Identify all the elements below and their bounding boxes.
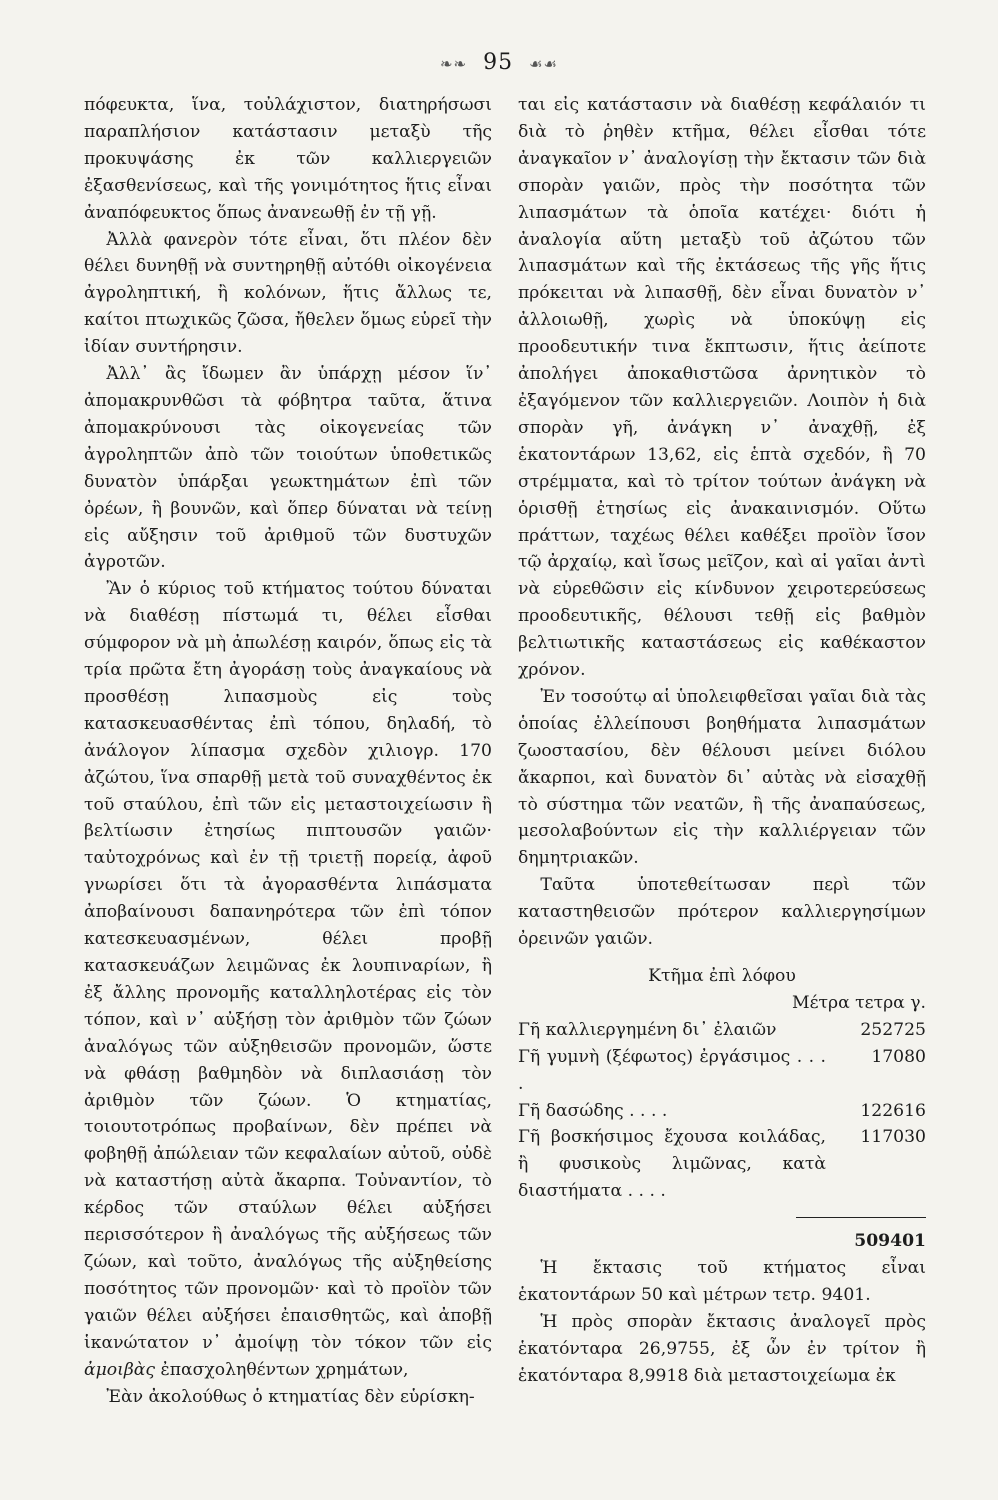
units-header: Μέτρα τετρα γ. xyxy=(791,992,926,1013)
row-value: 17080 xyxy=(871,1046,926,1067)
paragraph: Ταῦτα ὑποτεθείτωσαν περὶ τῶν καταστηθεισῶν πρότερον καλλιεργησίμων ὀρεινῶν γαιῶν. xyxy=(518,875,926,950)
row-label: Γῆ βοσκήσιμος ἔχουσα κοιλάδας, ἢ φυσικοὺς λιμῶνας, κατὰ διαστήματα . xyxy=(518,1124,826,1205)
estate-title: Κτῆμα ἐπὶ λόφου xyxy=(648,966,796,986)
paragraph xyxy=(84,576,492,1383)
page-header xyxy=(0,50,998,75)
left-ornament-icon: ❧❧ xyxy=(439,55,468,73)
paragraph-text: Ἂν ὁ κύριος τοῦ κτήματος τούτου δύναται νὰ διαθέσῃ πίστωμά τι, θέλει εἶσθαι σύμφορον νὰ μὴ ἀπωλέσῃ καιρόν, ὅπως εἰς τὰ τρία πρῶτα ἔτη ἀγοράσῃ τοὺς ἀναγκαίους νὰ προσθέσῃ λιπασμοὺς εἰς τοὺς κατασκευασθέντας ἐπὶ τόπου, δηλαδή, τὸ ἀνάλογον λίπασμα σχεδὸν χιλιογρ. 170 ἀζώτου, ἵνα σπαρθῇ μετὰ τοῦ συναχθέντος ἐκ τοῦ σταύλου, ἐπὶ τῶν εἰς μεταστοιχείωσιν ἢ βελτίωσιν ἐτησίως πιπτουσῶν γαιῶν· ταὐτοχρόνως καὶ ἐν τῇ τριετῇ πορείᾳ, ἀφοῦ γνωρίσει ὅτι τὰ ἀγορασθέντα λιπάσματα ἀποβαίνουσι δαπανηρότερα τῶν ἐπὶ τόπον κατεσκευασμένων, θέλει προβῇ κατασκευάζων λειμῶνας ἐκ λουπιναρίων, ἢ ἐξ ἄλλης προνομῆς καταλληλοτέρας εἰς τὸν τόπον, καὶ ν᾽ αὐξήσῃ τὸν ἀριθμὸν τῶν ζώων ἀναλόγως τῶν αὐξηθεισῶν προνομῶν, ὥστε νὰ φθάσῃ βαθμηδὸν νὰ διπλασιάσῃ τὸν ἀριθμὸν τῶν ζώων. Ὁ κτηματίας, τοιουτοτρόπως προβαίνων, δὲν πρέπει νὰ φοβηθῇ ἀπώλειαν τῶν κεφαλαίων αὐτοῦ, οὐδὲ νὰ καταστήσῃ αὐτὰ ἄκαρπα. Τοὐναντίον, τὸ κέρδος τῶν σταύλων θέλει αὐξήσει περισσότερον ἢ ἀναλόγως τῆς αὐξήσεως τῶν ζώων, καὶ τοῦτο, ἀναλόγως τῆς αὐξηθείσης ποσότητος τῶν προνομῶν· καὶ τὸ προϊὸν τῶν γαιῶν θέλει αὐξήσει ἐπαισθητῶς, καὶ ἀποβῇ ἱκανώτατον ν᾽ ἀμοίψῃ τὸν τόκον τῶν εἰς xyxy=(84,579,492,1353)
row-label: Γῆ καλλιεργημένη δι᾽ ἐλαιῶν xyxy=(518,1019,777,1040)
paragraph: Ἐν τοσούτῳ αἱ ὑπολειφθεῖσαι γαῖαι διὰ τὰς ὁποίας ἐλλείπουσι βοηθήματα λιπασμάτων ζωοστασίου, δὲν θέλουσι μείνει διόλου ἄκαρποι, καὶ δυνατὸν δι᾽ αὐτὰς νὰ εἰσαχθῇ τὸ σύστημα τῶν νεατῶν, ἢ τῆς ἀναπαύσεως, μεσολαβούντων εἰς τὴν καλλιέργειαν τῶν δημητριακῶν. xyxy=(518,686,926,869)
italic-phrase: ἀμοιβὰς xyxy=(84,1359,156,1380)
paragraph: Ἐὰν ἀκολούθως ὁ κτηματίας δὲν εὑρίσκη- xyxy=(106,1386,475,1407)
sum-rule xyxy=(796,1217,926,1218)
row-label: Γῆ δασώδης . xyxy=(518,1098,826,1125)
right-ornament-icon: ☙☙ xyxy=(529,55,559,73)
paragraph: Ἡ ἔκτασις τοῦ κτήματος εἶναι ἑκατοντάρων 50 καὶ μέτρων τετρ. 9401. xyxy=(518,1258,926,1305)
left-column xyxy=(84,92,492,1410)
row-value: 117030 xyxy=(860,1127,926,1148)
paragraph-tail: ἐπασχοληθέντων χρημάτων, xyxy=(160,1359,409,1380)
right-column xyxy=(518,92,926,1390)
total-value: 509401 xyxy=(854,1231,926,1252)
row-value: 252725 xyxy=(860,1019,926,1040)
row-label: Γῆ γυμνὴ (ξέφωτος) ἐργάσιμος . xyxy=(518,1044,826,1098)
paragraph: Ἀλλ᾽ ἂς ἴδωμεν ἂν ὑπάρχῃ μέσον ἵν᾽ ἀπομακρυνθῶσι τὰ φόβητρα ταῦτα, ἅτινα ἀπομακρύνουσι τὰς οἰκογενείας τῶν ἀγροληπτῶν ἀπὸ τῶν τοιούτων ὑποθετικῶς δυνατὸν ὑπάρξαι γεωκτημάτων ἐπὶ τῶν ὀρέων, ἢ βουνῶν, καὶ ὅπερ δύναται νὰ τείνῃ εἰς αὔξησιν τοῦ ἀριθμοῦ τῶν δυστυχῶν ἀγροτῶν. xyxy=(84,364,492,573)
table-row xyxy=(518,1124,926,1205)
page-number: 95 xyxy=(483,50,514,75)
row-value: 122616 xyxy=(860,1100,926,1121)
table-row xyxy=(518,1044,926,1098)
paragraph: ται εἰς κατάστασιν νὰ διαθέσῃ κεφάλαιόν τι διὰ τὸ ῥηθὲν κτῆμα, θέλει εἶσθαι τότε ἀναγκαῖον ν᾽ ἀναλογίσῃ τὴν ἔκτασιν τῶν διὰ σπορὰν γαιῶν, πρὸς τὴν ποσότητα τῶν λιπασμάτων τὰ ὁποῖα κατέχει· διότι ἡ ἀναλογία αὕτη μεταξὺ τοῦ ἀζώτου τῶν λιπασμάτων καὶ τῆς ἐκτάσεως τῆς γῆς ἥτις πρόκειται νὰ λιπασθῇ, δὲν εἶναι δυνατὸν ν᾽ ἀλλοιωθῇ, χωρὶς νὰ ὑποκύψῃ εἰς προοδευτικήν τινα ἔκπτωσιν, ἥτις ἀείποτε ἀπολήγει ἀποκαθιστῶσα ἀρνητικὸν τὸ ἐξαγόμενον τῶν καλλιεργειῶν. Λοιπὸν ἡ διὰ σπορὰν γῆ, ἀνάγκη ν᾽ ἀναχθῇ, ἐξ ἑκατοντάρων 13,62, εἰς ἑπτὰ σχεδόν, ἢ 70 στρέμματα, καὶ τὸ τρίτον τούτων ἀνάγκη νὰ ὁρισθῇ ἐτησίως εἰς ἀνακαινισμόν. Οὕτω πράττων, ταχέως θέλει καθέξει προϊὸν ἴσον τῷ ἀρχαίῳ, καὶ ἴσως μεῖζον, καὶ αἱ γαῖαι ἀντὶ νὰ εὑρεθῶσιν εἰς κίνδυνον χειροτερεύσεως προοδευτικῆς, θέλουσι τεθῇ εἰς βαθμὸν βελτιωτικῆς καταστάσεως εἰς καθέκαστον χρόνον. xyxy=(518,95,926,681)
paragraph: πόφευκτα, ἵνα, τοὐλάχιστον, διατηρήσωσι παραπλήσιον κατάστασιν μεταξὺ τῆς προκυψάσης ἐκ τῶν καλλιεργειῶν ἐξασθενίσεως, καὶ τῆς γονιμότητος ἥτις εἶναι ἀναπόφευκτος ὅπως ἀνανεωθῇ ἐν τῇ γῇ. xyxy=(84,95,492,223)
table-row xyxy=(518,1098,926,1125)
paragraph: Ἀλλὰ φανερὸν τότε εἶναι, ὅτι πλέον δὲν θέλει δυνηθῇ νὰ συντηρηθῇ αὐτόθι οἰκογένεια ἀγροληπτική, ἢ κολόνων, ἥτις ἄλλως τε, καίτοι πτωχικῶς ζῶσα, ἤθελεν ὅμως εὑρεῖ τὴν ἰδίαν συντήρησιν. xyxy=(84,229,492,358)
table-row xyxy=(518,1017,926,1044)
paragraph: Ἡ πρὸς σπορὰν ἔκτασις ἀναλογεῖ πρὸς ἑκατόνταρα 26,9755, ἐξ ὧν ἐν τρίτον ἢ ἑκατόνταρα 8,9918 διὰ μεταστοιχείωμα ἐκ xyxy=(518,1311,926,1386)
